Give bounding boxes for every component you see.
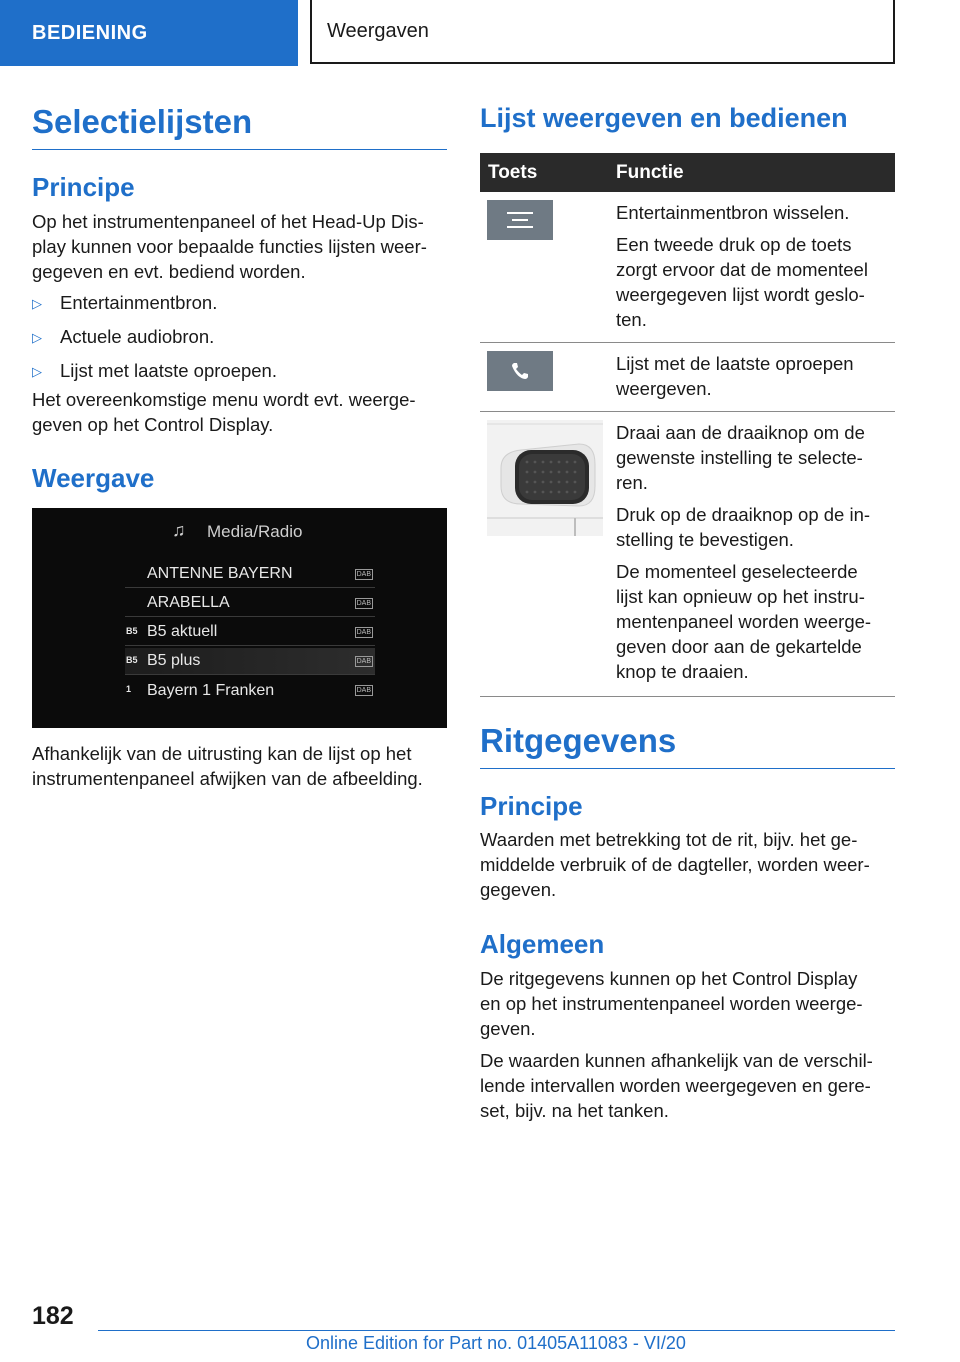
table-row: [480, 343, 895, 412]
key-cell: [480, 420, 616, 684]
triangle-bullet-icon: ▷: [32, 364, 42, 379]
key-cell: [480, 351, 616, 401]
table-row: [480, 192, 895, 343]
function-cell: [616, 420, 895, 684]
list-item: [32, 290, 447, 316]
column-header-function: Functie: [616, 161, 684, 183]
principe-heading-right: Principe: [480, 791, 583, 821]
bullet-list: [32, 290, 447, 384]
station-name: B5 aktuell: [147, 623, 218, 640]
table-header: [480, 153, 895, 192]
station-name: B5 plus: [147, 652, 201, 669]
knurled-wheel-icon: [487, 420, 603, 536]
list-item: [32, 358, 447, 384]
dab-badge: DAB: [356, 629, 371, 636]
list-item: [125, 590, 375, 617]
column-header-key: Toets: [488, 161, 538, 183]
selectielijsten-heading: Selectielijsten: [32, 103, 447, 150]
algemeen-text-1: De ritgegevens kunnen op het Control Display en op het instrumentenpaneel worden weerge- geven.: [480, 968, 863, 1039]
list-button-icon: [487, 200, 553, 240]
media-radio-icon: ♫: [172, 520, 186, 540]
chapter-label: Weergaven: [310, 0, 895, 64]
function-cell: [616, 200, 895, 332]
key-cell: [480, 200, 616, 332]
page-number: 182: [32, 1302, 74, 1330]
section-title-ritgegevens: [480, 722, 895, 769]
function-text: Draai aan de draaiknop om de gewenste instelling te selecte- ren.: [616, 422, 865, 493]
list-item: [125, 619, 375, 646]
list-item: [125, 561, 375, 588]
principe-heading-left: Principe: [32, 172, 135, 202]
list-item: [125, 677, 375, 704]
function-text: Entertainmentbron wisselen.: [616, 202, 850, 223]
lijst-weergeven-heading: Lijst weergeven en bedienen: [480, 103, 848, 133]
list-item-text: Entertainmentbron.: [60, 292, 218, 313]
station-logo: B5: [126, 655, 138, 665]
algemeen-heading: Algemeen: [480, 929, 605, 959]
edition-note: Online Edition for Part no. 01405A11083 - VI/20: [306, 1333, 686, 1353]
section-title-selectielijsten: [32, 103, 447, 150]
dab-badge: DAB: [356, 687, 371, 694]
phone-button-icon: [487, 351, 553, 391]
dab-badge: DAB: [356, 600, 371, 607]
station-logo: 1: [126, 684, 132, 694]
table-row: [480, 412, 895, 697]
list-item-text: Lijst met laatste oproepen.: [60, 360, 277, 381]
function-text: Druk op de draaiknop op de in- stelling te bevestigen.: [616, 504, 871, 550]
function-cell: [616, 351, 895, 401]
instrument-panel-screenshot: [32, 508, 447, 728]
dab-badge: DAB: [356, 658, 371, 665]
list-item-text: Actuele audiobron.: [60, 326, 215, 347]
screen-title: Media/Radio: [207, 522, 303, 541]
weergave-heading: Weergave: [32, 463, 155, 493]
list-item-selected: [125, 648, 375, 675]
principe-text-right: Waarden met betrekking tot de rit, bijv. het ge- middelde verbruik of de dagteller, worden weer- gegeven.: [480, 829, 870, 900]
footer-divider: [98, 1330, 895, 1331]
key-function-table: [480, 153, 895, 697]
station-name: Bayern 1 Franken: [147, 681, 275, 699]
function-text: De momenteel geselecteerde lijst kan opnieuw op het instru- mentenpaneel worden weerge- geven door aan de gekartelde knop te draaien.: [616, 561, 872, 682]
function-text: Een tweede druk op de toets zorgt ervoor dat de momenteel weergegeven lijst wordt geslo- ten.: [616, 234, 868, 330]
page-header: [0, 0, 960, 66]
image-caption: Afhankelijk van de uitrusting kan de lijst op het instrumentenpaneel afwijken van de afbeelding.: [32, 743, 423, 789]
section-label: BEDIENING: [0, 0, 298, 66]
ritgegevens-heading: Ritgegevens: [480, 722, 895, 769]
dab-badge: DAB: [356, 571, 371, 578]
station-name: ARABELLA: [147, 594, 230, 611]
algemeen-text-2: De waarden kunnen afhankelijk van de verschil- lende intervallen worden weergegeven en gere- set, bijv. na het tanken.: [480, 1050, 873, 1121]
principe-text-left: Op het instrumentenpaneel of het Head-Up Dis- play kunnen voor bepaalde functies lijsten weer- gegeven en evt. bediend worden.: [32, 211, 427, 282]
function-text: Lijst met de laatste oproepen weergeven.: [616, 353, 854, 399]
triangle-bullet-icon: ▷: [32, 296, 42, 311]
menu-text: Het overeenkomstige menu wordt evt. weerge- geven op het Control Display.: [32, 389, 416, 435]
triangle-bullet-icon: ▷: [32, 330, 42, 345]
station-logo: B5: [126, 626, 138, 636]
station-name: ANTENNE BAYERN: [147, 565, 293, 582]
list-item: [32, 324, 447, 350]
